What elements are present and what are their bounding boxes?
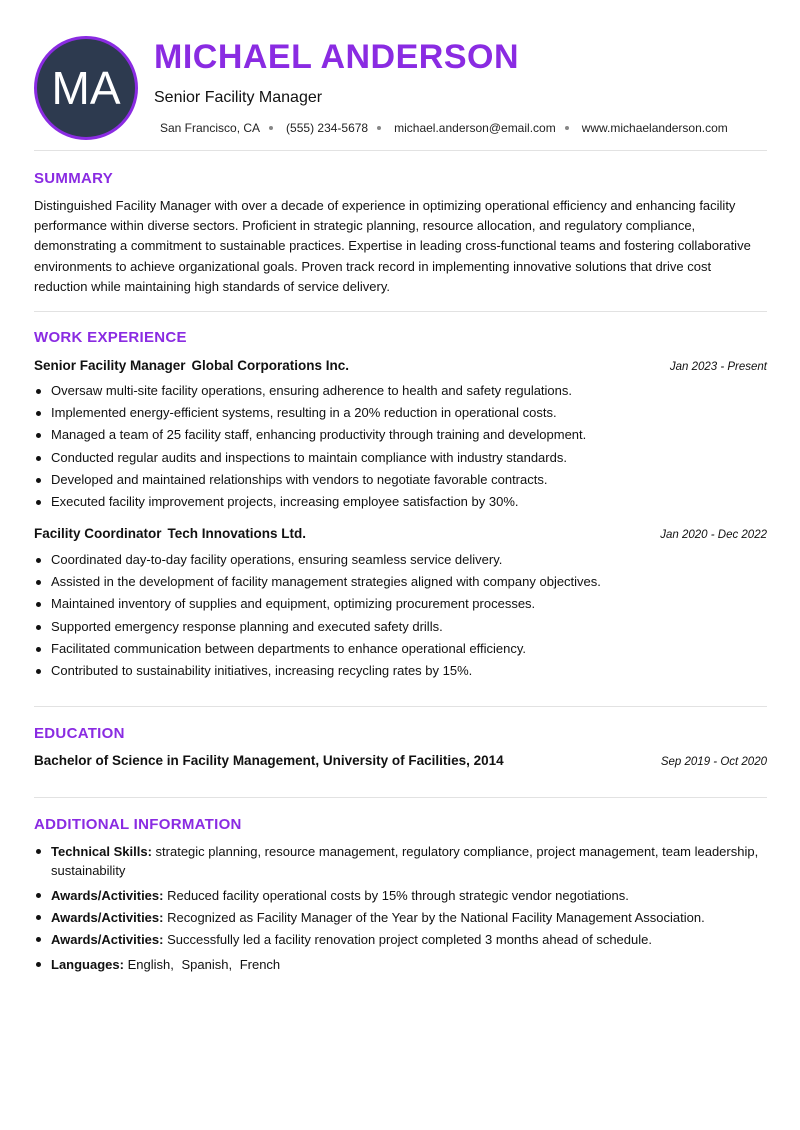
awards-label: Awards/Activities: <box>51 888 164 903</box>
list-item <box>34 930 767 949</box>
job-header <box>34 526 767 541</box>
awards-text: Recognized as Facility Manager of the Year by the National Facility Management Association. <box>167 910 705 925</box>
divider <box>34 706 767 707</box>
job-dates: Jan 2023 - Present <box>669 361 767 373</box>
job-role: Facility Coordinator <box>34 526 162 541</box>
job-company: Tech Innovations Ltd. <box>167 526 307 541</box>
work-experience-heading: WORK EXPERIENCE <box>34 329 187 346</box>
list-item: Developed and maintained relationships with vendors to negotiate favorable contracts. <box>34 469 767 491</box>
awards-text: Successfully led a facility renovation project completed 3 months ahead of schedule. <box>167 932 652 947</box>
contact-phone: (555) 234-5678 <box>286 121 369 135</box>
list-item <box>34 908 767 927</box>
contact-line <box>160 121 728 135</box>
list-item: Executed facility improvement projects, increasing employee satisfaction by 30%. <box>34 491 767 513</box>
education-degree: Bachelor of Science in Facility Management, University of Facilities, 2014 <box>34 753 504 768</box>
list-item: Maintained inventory of supplies and equipment, optimizing procurement processes. <box>34 593 767 615</box>
job-bullet-list <box>34 549 767 682</box>
avatar-initials: MA <box>51 62 121 114</box>
language-item: French <box>239 957 281 972</box>
separator-dot <box>269 126 273 130</box>
language-item: English, <box>127 957 174 972</box>
awards-label: Awards/Activities: <box>51 932 164 947</box>
education-heading: EDUCATION <box>34 725 125 742</box>
candidate-name: MICHAEL ANDERSON <box>154 38 520 76</box>
job-header <box>34 358 767 373</box>
avatar <box>34 36 138 140</box>
awards-text: Reduced facility operational costs by 15% through strategic vendor negotiations. <box>167 888 629 903</box>
contact-email[interactable]: michael.anderson@email.com <box>394 121 556 135</box>
list-item: Supported emergency response planning and executed safety drills. <box>34 616 767 638</box>
additional-info-heading: ADDITIONAL INFORMATION <box>34 816 242 833</box>
list-item: Facilitated communication between departments to enhance operational efficiency. <box>34 638 767 660</box>
summary-text: Distinguished Facility Manager with over a decade of experience in optimizing operational efficiency and enhancing facility performance within diverse sectors. Proficient in strategic planning, resource allocation, and regulatory compliance, demonstrating a commitment to sustainable practices. Expertise in leading cross-functional teams and fostering collaborative environments to achieve organizational goals. Proven track record in implementing innovative solutions that drive cost reduction while maintaining high standards of service delivery. <box>34 198 751 294</box>
job-company: Global Corporations Inc. <box>191 358 350 373</box>
language-item: Spanish, <box>181 957 233 972</box>
job-role: Senior Facility Manager <box>34 358 186 373</box>
list-item: Managed a team of 25 facility staff, enhancing productivity through training and development. <box>34 424 767 446</box>
contact-website[interactable]: www.michaelanderson.com <box>581 121 728 135</box>
job-dates: Jan 2020 - Dec 2022 <box>660 529 767 541</box>
summary-heading: SUMMARY <box>34 170 114 187</box>
list-item <box>34 955 767 974</box>
separator-dot <box>377 126 381 130</box>
list-item: Contributed to sustainability initiatives, increasing recycling rates by 15%. <box>34 660 767 682</box>
education-entry <box>34 753 767 768</box>
additional-info-list <box>34 842 767 974</box>
candidate-title: Senior Facility Manager <box>154 89 323 106</box>
technical-skills-label: Technical Skills: <box>51 844 152 859</box>
technical-skills-text: strategic planning, resource management, regulatory compliance, project management, team leadership, sustainability <box>51 844 759 878</box>
list-item <box>34 886 767 905</box>
list-item <box>34 842 767 880</box>
list-item: Implemented energy-efficient systems, resulting in a 20% reduction in operational costs. <box>34 402 767 424</box>
divider <box>34 797 767 798</box>
list-item: Conducted regular audits and inspections to maintain compliance with industry standards. <box>34 447 767 469</box>
divider <box>34 150 767 151</box>
awards-label: Awards/Activities: <box>51 910 164 925</box>
separator-dot <box>565 126 569 130</box>
divider <box>34 311 767 312</box>
education-dates: Sep 2019 - Oct 2020 <box>660 756 767 768</box>
job-bullet-list <box>34 380 767 513</box>
languages-label: Languages: <box>51 957 124 972</box>
list-item: Oversaw multi-site facility operations, ensuring adherence to health and safety regulations. <box>34 380 767 402</box>
contact-location: San Francisco, CA <box>160 121 261 135</box>
list-item: Coordinated day-to-day facility operations, ensuring seamless service delivery. <box>34 549 767 571</box>
list-item: Assisted in the development of facility management strategies aligned with company objectives. <box>34 571 767 593</box>
